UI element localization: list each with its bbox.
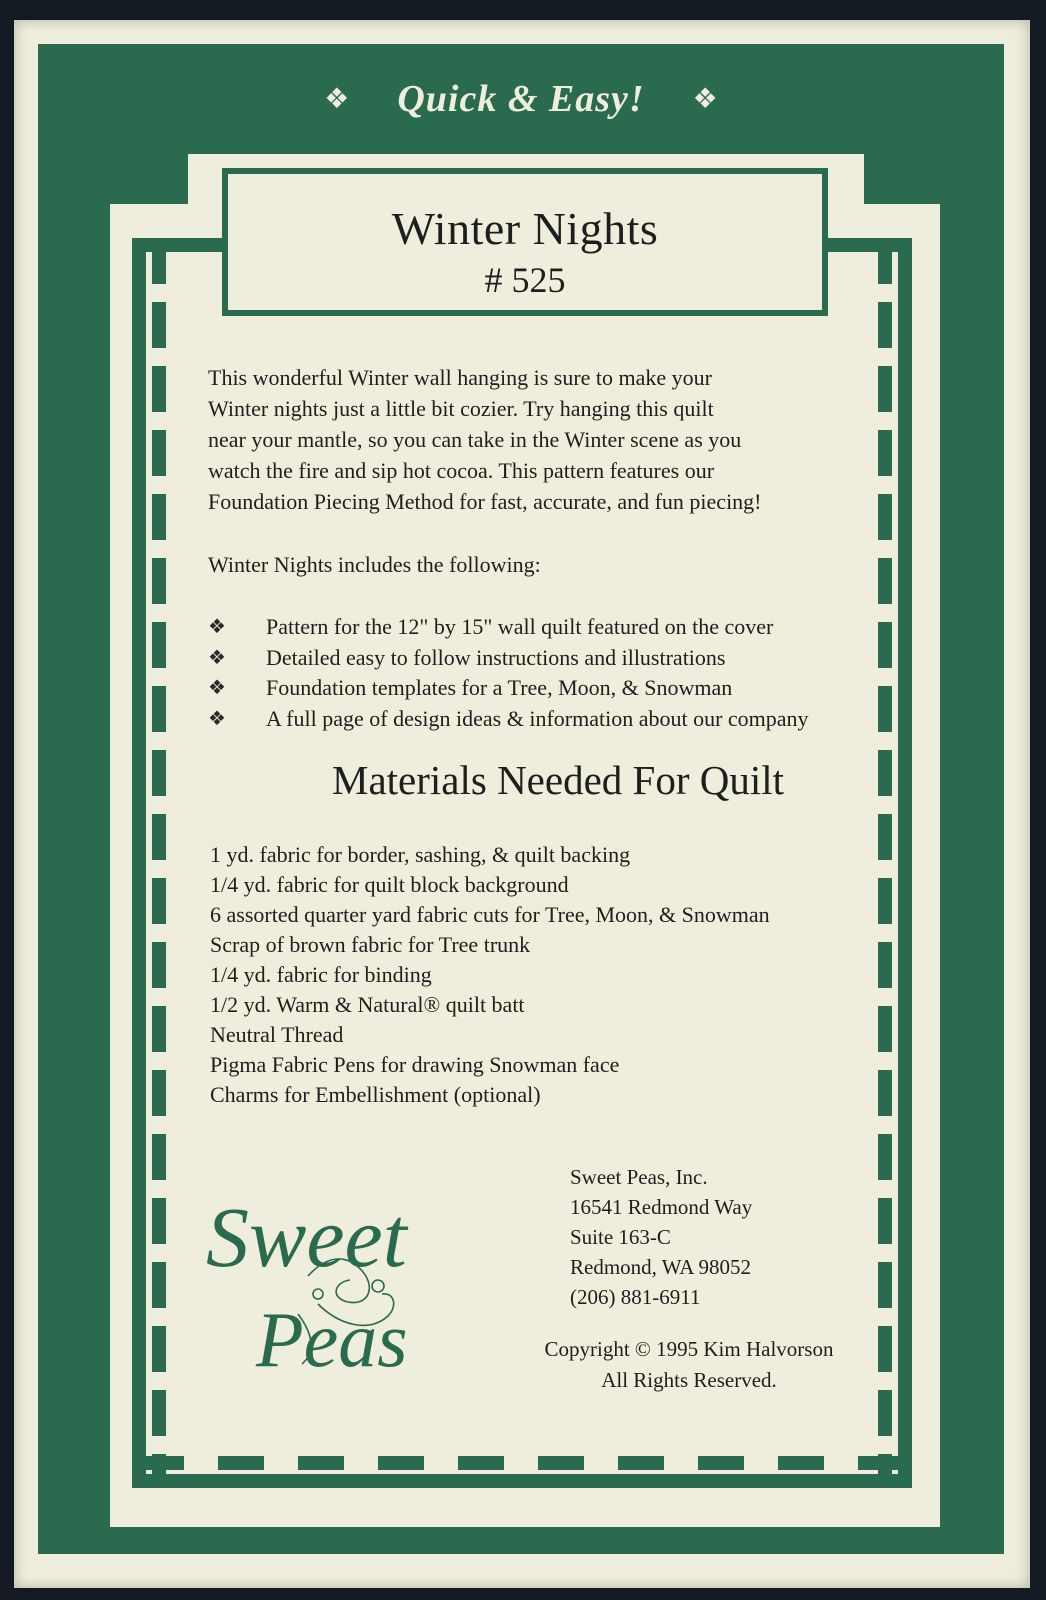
materials-list [210,840,770,1110]
border-dashes-bottom [146,1456,898,1470]
intro-line: watch the fire and sip hot cocoa. This pattern features our [208,458,715,483]
material-item: 1/4 yd. fabric for binding [210,962,432,987]
list-item [208,612,928,643]
material-item: Neutral Thread [210,1022,344,1047]
diamond-bullet-icon: ❖ [208,707,226,730]
diamond-ornament-icon: ❖ [324,84,350,115]
intro-line: This wonderful Winter wall hanging is sure to make your [208,365,712,390]
material-item: Scrap of brown fabric for Tree trunk [210,932,531,957]
logo-text-sweet: Sweet [206,1189,407,1285]
material-item: 1/2 yd. Warm & Natural® quilt batt [210,992,525,1017]
page-title: Winter Nights [391,203,659,254]
list-item-text: Pattern for the 12" by 15" wall quilt featured on the cover [266,614,774,639]
intro-line: Foundation Piecing Method for fast, accurate, and fun piecing! [208,489,762,514]
includes-heading: Winter Nights includes the following: [208,552,541,577]
intro-line: Winter nights just a little bit cozier. Try hanging this quilt [208,396,714,421]
intro-paragraph [208,362,908,517]
sweet-peas-logo [198,1184,438,1384]
list-item-text: Foundation templates for a Tree, Moon, & Snowman [266,675,733,700]
material-item: 1 yd. fabric for border, sashing, & quilt backing [210,842,631,867]
address-line: Sweet Peas, Inc. [570,1165,708,1189]
list-item-text: A full page of design ideas & information about our company [266,705,809,731]
material-item: 6 assorted quarter yard fabric cuts for Tree, Moon, & Snowman [210,902,770,927]
address-line: Suite 163-C [570,1225,671,1249]
phone-number: (206) 881-6911 [570,1285,701,1309]
title-box [222,168,828,316]
pattern-cover-sheet [14,20,1030,1588]
diamond-bullet-icon: ❖ [208,616,226,638]
pattern-number: # 525 [484,260,566,300]
materials-heading: Materials Needed For Quilt [331,757,785,803]
list-item [208,704,928,735]
material-item: Pigma Fabric Pens for drawing Snowman face [210,1052,620,1077]
company-address [570,1162,752,1312]
diamond-bullet-icon: ❖ [208,646,226,669]
list-item-text: Detailed easy to follow instructions and illustrations [266,644,726,670]
green-frame [38,44,1004,1554]
border-dashes-left [152,252,166,1474]
diamond-bullet-icon: ❖ [208,677,226,699]
list-item [208,643,928,674]
includes-list [208,612,928,734]
header-strip [38,44,1004,154]
address-line: 16541 Redmond Way [570,1195,753,1219]
tagline: Quick & Easy! [397,78,645,120]
diamond-ornament-icon: ❖ [692,84,718,115]
intro-line: near your mantle, so you can take in the Winter scene as you [208,427,742,452]
material-item: Charms for Embellishment (optional) [210,1082,541,1107]
copyright-notice [504,1334,874,1396]
address-line: Redmond, WA 98052 [570,1255,752,1279]
list-item [208,673,928,704]
copyright-line: Copyright © 1995 Kim Halvorson [544,1337,834,1361]
logo-text-peas: Peas [256,1296,408,1383]
material-item: 1/4 yd. fabric for quilt block background [210,872,569,897]
copyright-line: All Rights Reserved. [601,1368,777,1392]
